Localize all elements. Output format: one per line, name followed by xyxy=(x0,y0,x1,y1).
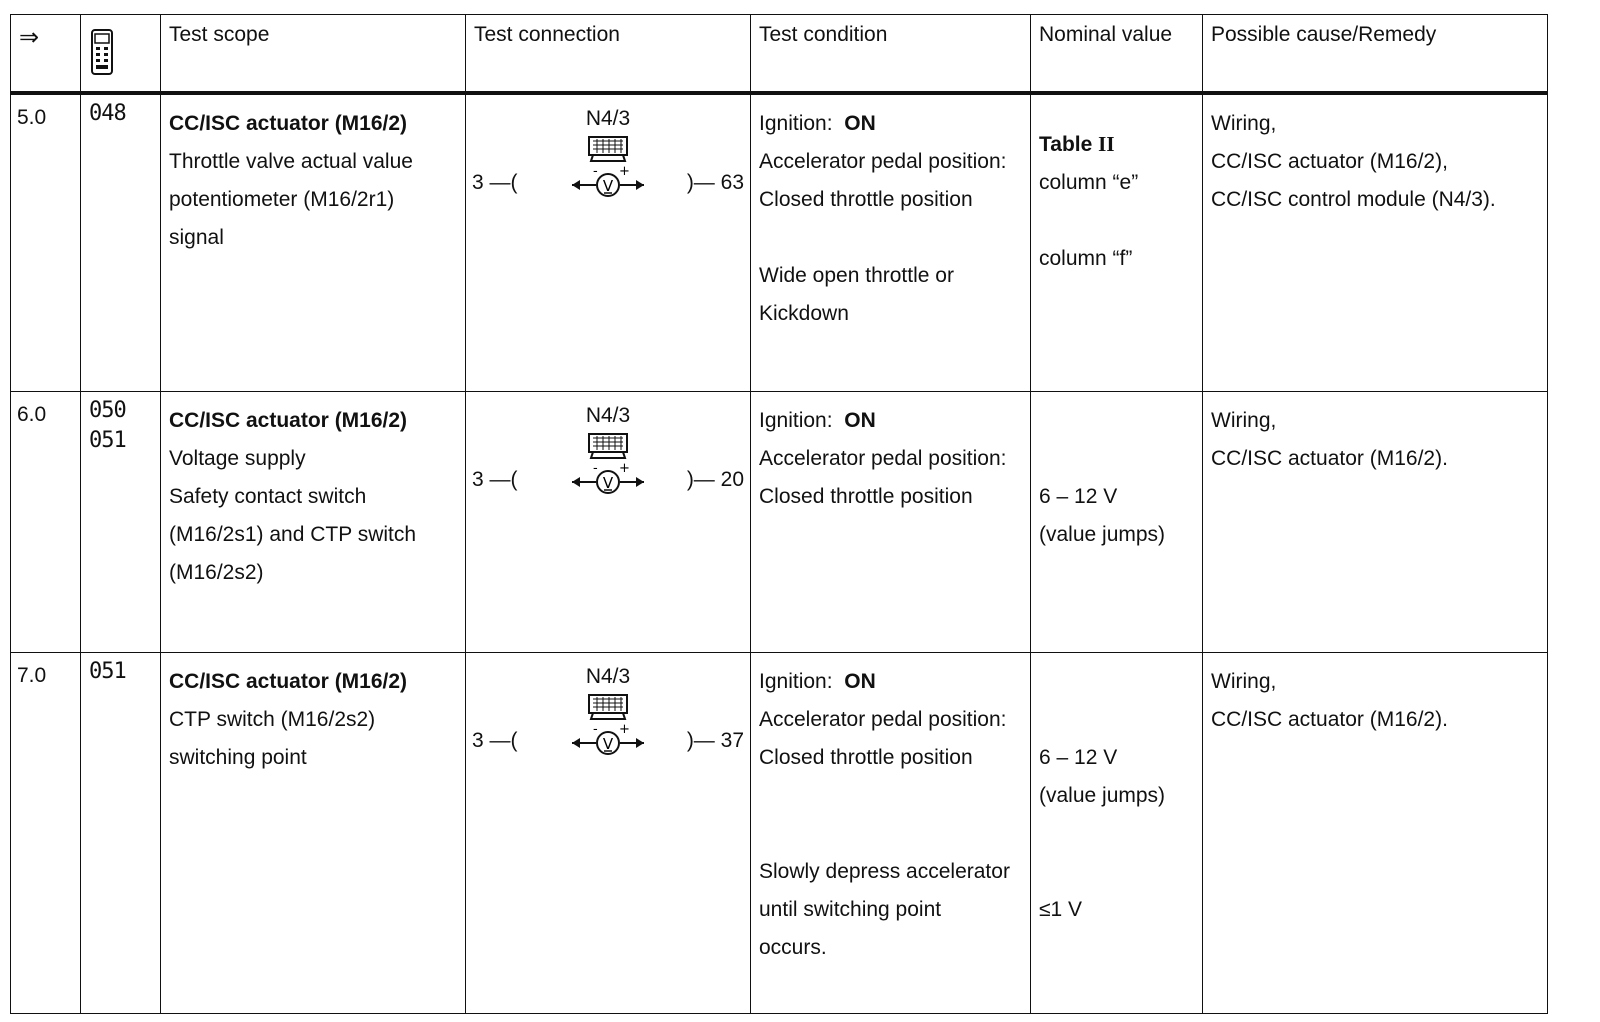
pin-left: 3 —( xyxy=(472,468,518,491)
pin-right: )— 63 xyxy=(686,171,744,194)
nominal-line: column “f” xyxy=(1039,247,1133,270)
header-cause: Possible cause/Remedy xyxy=(1203,15,1548,94)
possible-cause xyxy=(1203,392,1548,653)
pin-left: 3 —( xyxy=(472,729,518,752)
scope-line: Safety contact switch xyxy=(169,485,367,508)
svg-text:+: + xyxy=(619,165,630,179)
pin-left: 3 —( xyxy=(472,171,518,194)
cond-line: Closed throttle position xyxy=(759,188,973,211)
nominal-table-ref: Table II xyxy=(1039,132,1115,156)
header-connection: Test connection xyxy=(466,15,751,94)
nominal-line: column “e” xyxy=(1039,171,1139,194)
test-connection xyxy=(466,93,751,392)
test-connection xyxy=(466,392,751,653)
scope-line: switching point xyxy=(169,746,307,769)
svg-text:+: + xyxy=(619,462,630,476)
header-step xyxy=(11,15,81,94)
cond-line: Closed throttle position xyxy=(759,746,973,769)
code-line: 048 xyxy=(89,101,126,126)
test-scope xyxy=(161,93,466,392)
test-scope xyxy=(161,392,466,653)
scope-line: CTP switch (M16/2s2) xyxy=(169,708,376,731)
svg-text:-: - xyxy=(593,462,598,476)
step-number: 6.0 xyxy=(11,392,81,653)
pin-right: )— 37 xyxy=(686,729,744,752)
table-row xyxy=(11,93,1548,392)
table-row xyxy=(11,392,1548,653)
svg-text:V: V xyxy=(602,735,614,753)
arrow-icon: ⇒ xyxy=(19,24,40,51)
cond-line: Slowly depress accelerator xyxy=(759,860,1010,883)
scope-title: CC/ISC actuator (M16/2) xyxy=(169,112,408,135)
test-code xyxy=(81,392,161,653)
nominal-value xyxy=(1031,93,1203,392)
header-tester xyxy=(81,15,161,94)
cause-line: CC/ISC control module (N4/3). xyxy=(1211,188,1496,211)
test-condition xyxy=(751,93,1031,392)
cond-line: Wide open throttle or xyxy=(759,264,954,287)
nominal-value xyxy=(1031,392,1203,653)
control-module-icon xyxy=(587,135,629,163)
code-line: 051 xyxy=(89,659,126,684)
scope-line: Throttle valve actual value xyxy=(169,150,413,173)
scope-line: Voltage supply xyxy=(169,447,306,470)
step-number: 7.0 xyxy=(11,653,81,1014)
control-module-icon xyxy=(587,432,629,460)
nominal-line: (value jumps) xyxy=(1039,784,1166,807)
header-scope: Test scope xyxy=(161,15,466,94)
ignition-line: Ignition: ON xyxy=(759,112,876,135)
scope-line: (M16/2s2) xyxy=(169,561,264,584)
nominal-line: 6 – 12 V xyxy=(1039,485,1118,508)
cond-line: Kickdown xyxy=(759,302,849,325)
test-code xyxy=(81,653,161,1014)
cause-line: Wiring, xyxy=(1211,409,1277,432)
cause-line: CC/ISC actuator (M16/2), xyxy=(1211,150,1448,173)
possible-cause xyxy=(1203,653,1548,1014)
module-label: N4/3 xyxy=(585,404,631,427)
cause-line: Wiring, xyxy=(1211,670,1277,693)
nominal-line: 6 – 12 V xyxy=(1039,746,1118,769)
scope-line: signal xyxy=(169,226,224,249)
svg-text:V: V xyxy=(602,177,614,195)
nominal-line: (value jumps) xyxy=(1039,523,1166,546)
cause-line: CC/ISC actuator (M16/2). xyxy=(1211,708,1448,731)
cond-line: until switching point xyxy=(759,898,942,921)
cond-line: Closed throttle position xyxy=(759,485,973,508)
cause-line: CC/ISC actuator (M16/2). xyxy=(1211,447,1448,470)
ignition-line: Ignition: ON xyxy=(759,670,876,693)
header-row xyxy=(11,15,1548,94)
tester-icon xyxy=(89,29,115,75)
cond-line: Accelerator pedal position: xyxy=(759,447,1007,470)
scope-title: CC/ISC actuator (M16/2) xyxy=(169,670,408,693)
cond-line: Accelerator pedal position: xyxy=(759,150,1007,173)
code-line: 051 xyxy=(89,428,126,453)
module-label: N4/3 xyxy=(585,107,631,130)
svg-text:V: V xyxy=(602,474,614,492)
test-code xyxy=(81,93,161,392)
module-label: N4/3 xyxy=(585,665,631,688)
control-module-icon xyxy=(587,693,629,721)
ignition-line: Ignition: ON xyxy=(759,409,876,432)
svg-text:-: - xyxy=(593,723,598,737)
pin-right: )— 20 xyxy=(686,468,744,491)
cause-line: Wiring, xyxy=(1211,112,1277,135)
test-condition xyxy=(751,653,1031,1014)
svg-text:+: + xyxy=(619,723,630,737)
nominal-line: ≤1 V xyxy=(1039,898,1083,921)
voltmeter-icon xyxy=(568,165,648,199)
scope-line: (M16/2s1) and CTP switch xyxy=(169,523,417,546)
header-condition: Test condition xyxy=(751,15,1031,94)
scope-title: CC/ISC actuator (M16/2) xyxy=(169,409,408,432)
voltmeter-icon xyxy=(568,723,648,757)
nominal-value xyxy=(1031,653,1203,1014)
test-connection xyxy=(466,653,751,1014)
cond-line: occurs. xyxy=(759,936,827,959)
cond-line: Accelerator pedal position: xyxy=(759,708,1007,731)
svg-text:-: - xyxy=(593,165,598,179)
voltmeter-icon xyxy=(568,462,648,496)
header-nominal: Nominal value xyxy=(1031,15,1203,94)
table-row xyxy=(11,653,1548,1014)
step-number: 5.0 xyxy=(11,93,81,392)
possible-cause xyxy=(1203,93,1548,392)
code-line: 050 xyxy=(89,398,126,423)
test-scope xyxy=(161,653,466,1014)
test-table xyxy=(10,14,1548,1014)
test-condition xyxy=(751,392,1031,653)
scope-line: potentiometer (M16/2r1) xyxy=(169,188,395,211)
